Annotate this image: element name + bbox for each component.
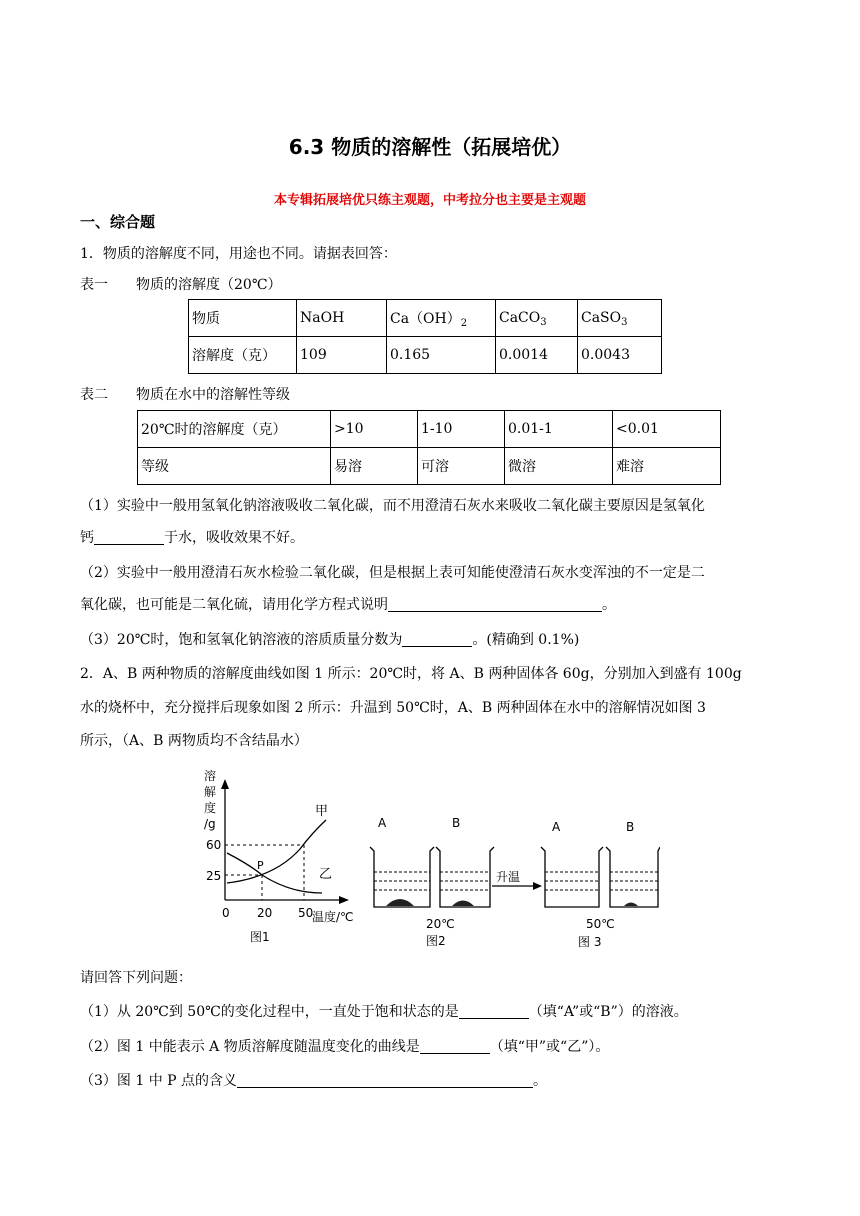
answer-blank[interactable] [402, 632, 472, 647]
answer-blank[interactable] [388, 597, 602, 612]
x-tick-20: 20 [257, 906, 273, 920]
y-axis-label: 度 [204, 801, 217, 815]
section-heading: 一、综合题 [80, 213, 156, 231]
table-cell: 0.01-1 [505, 411, 613, 448]
q2-line1: 2．A、B 两种物质的溶解度曲线如图 1 所示：20℃时，将 A、B 两种固体各 60g，分别加入到盛有 100g [80, 666, 742, 682]
table-cell: 难溶 [613, 448, 721, 485]
answer-blank[interactable] [237, 1073, 533, 1088]
table-cell: NaOH [297, 300, 387, 337]
table-cell: <0.01 [613, 411, 721, 448]
beaker-a-label: A [378, 816, 387, 830]
x-axis-label: 温度/℃ [312, 910, 354, 924]
table-cell: 可溶 [418, 448, 505, 485]
table-cell: CaCO$_3$ [496, 300, 578, 337]
q1-intro: 1．物质的溶解度不同，用途也不同。请据表回答： [80, 246, 397, 262]
beaker-a-label: A [552, 820, 561, 834]
table-cell: 微溶 [505, 448, 613, 485]
table-cell: 0.0043 [578, 337, 662, 374]
table2-caption: 表二 物质在水中的溶解性等级 [80, 387, 290, 403]
table-cell: 109 [297, 337, 387, 374]
table-cell: 易溶 [331, 448, 418, 485]
answer-blank[interactable] [420, 1039, 490, 1054]
table-cell: $Ca(OH)_2$ [387, 300, 496, 337]
x-tick-0: 0 [222, 906, 230, 920]
table-cell: 0.0014 [496, 337, 578, 374]
x-tick-50: 50 [298, 906, 314, 920]
q2-line3: 所示，（A、B 两物质均不含结晶水） [80, 733, 308, 749]
q2-part2: （2）图 1 中能表示 A 物质溶解度随温度变化的曲线是 （填“甲”或“乙”）。 [80, 1039, 610, 1055]
q1-part2-line2: 氧化碳，也可能是二氧化硫，请用化学方程式说明 。 [80, 597, 616, 613]
q2-part1: （1）从 20℃到 50℃的变化过程中，一直处于饱和状态的是 （填“A”或“B”）的溶液。 [80, 1004, 688, 1020]
figure1-solubility-curve [204, 768, 354, 944]
table-cell: 溶解度（克） [189, 337, 297, 374]
curve-jia-label: 甲 [315, 804, 329, 819]
q1-part1-line2: 钙 于水，吸收效果不好。 [80, 530, 304, 546]
table-cell: >10 [331, 411, 418, 448]
y-tick-25: 25 [206, 869, 222, 883]
subtitle: 本专辑拓展培优只练主观题，中考拉分也主要是主观题 [273, 193, 586, 208]
solubility-level-table [137, 410, 721, 485]
figure3-beakers [541, 820, 660, 949]
table-cell: CaSO$_3$ [578, 300, 662, 337]
y-tick-60: 60 [206, 838, 222, 852]
curve-yi-label: 乙 [319, 867, 333, 882]
heating-label: 升温 [496, 870, 521, 884]
table-cell: 1-10 [418, 411, 505, 448]
page-title: 6.3 物质的溶解性（拓展培优） [288, 135, 572, 159]
point-p-label: P [257, 859, 264, 872]
temp-50-label: 50℃ [586, 917, 615, 931]
y-axis-label: 解 [204, 785, 217, 799]
figure2-caption: 图2 [426, 934, 446, 948]
q2-line2: 水的烧杯中，充分搅拌后现象如图 2 所示：升温到 50℃时，A、B 两种固体在水中的溶解情况如图 3 [80, 700, 706, 716]
table-cell: 等级 [138, 448, 331, 485]
figure2-beakers [370, 816, 494, 948]
table-cell: 20℃时的溶解度（克） [138, 411, 331, 448]
beaker-b-label: B [452, 816, 461, 830]
q1-part2-line1: （2）实验中一般用澄清石灰水检验二氧化碳，但是根据上表可知能使澄清石灰水变浑浊的不一定是二 [80, 565, 705, 581]
figure3-caption: 图 3 [578, 935, 602, 949]
answer-blank[interactable] [459, 1004, 529, 1019]
q2-ask: 请回答下列问题： [80, 970, 192, 986]
q2-part3: （3）图 1 中 P 点的含义 。 [80, 1073, 548, 1089]
q1-part1-line1: （1）实验中一般用氢氧化钠溶液吸收二氧化碳，而不用澄清石灰水来吸收二氧化碳主要原因是氢氧化 [80, 498, 705, 514]
table-cell: 0.165 [387, 337, 496, 374]
temp-20-label: 20℃ [426, 917, 455, 931]
table-cell: 物质 [189, 300, 297, 337]
y-axis-label: /g [204, 817, 216, 831]
beaker-b-label: B [626, 820, 635, 834]
curve-jia [227, 820, 326, 883]
figure1-caption: 图1 [250, 930, 270, 944]
curve-yi [227, 853, 322, 893]
answer-blank[interactable] [94, 530, 164, 545]
table1-caption: 表一 物质的溶解度（20℃） [80, 277, 282, 293]
q1-part3: （3）20℃时，饱和氢氧化钠溶液的溶质质量分数为 。(精确到 0.1%) [80, 632, 580, 648]
solubility-table [188, 299, 662, 374]
y-axis-label: 溶 [204, 769, 217, 783]
solubility-figure [200, 765, 660, 955]
